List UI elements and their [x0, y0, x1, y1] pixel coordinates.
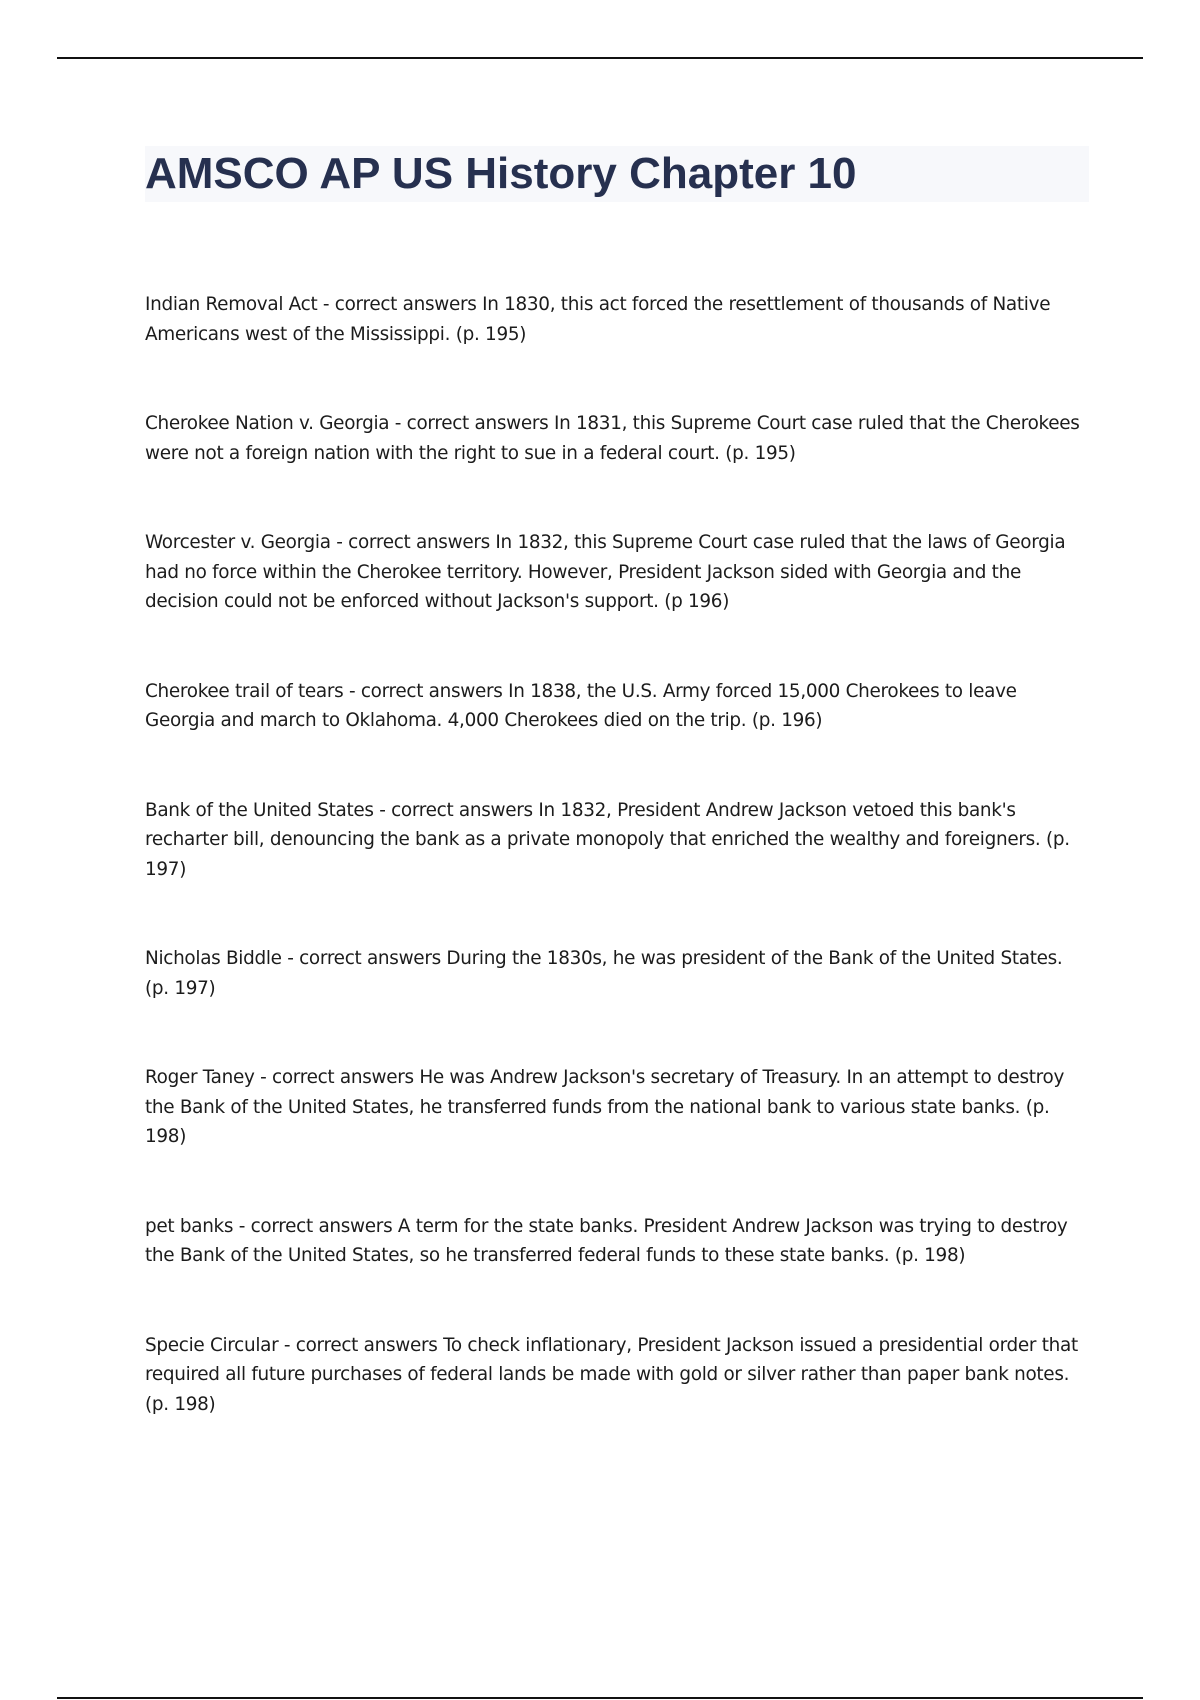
- entry-roger-taney: Roger Taney - correct answers He was Andrew Jackson's secretary of Treasury. In an attempt to destroy the Bank of the United States, he transferred funds from the national bank to various state banks. (p. 198): [145, 1067, 1065, 1147]
- entry-list: [145, 290, 1090, 1479]
- entry-bank-of-the-united-states: Bank of the United States - correct answers In 1832, President Andrew Jackson vetoed this bank's recharter bill, denouncing the bank as a private monopoly that enriched the wealthy and foreigners. (p. 197): [145, 799, 1070, 880]
- page-title: AMSCO AP US History Chapter 10: [145, 149, 857, 198]
- entry-cherokee-trail-of-tears: Cherokee trail of tears - correct answers In 1838, the U.S. Army forced 15,000 Cherokees to leave Georgia and march to Oklahoma. 4,000 Cherokees died on the trip. (p. 196): [145, 680, 1017, 731]
- entry-specie-circular: Specie Circular - correct answers To check inflationary, President Jackson issued a presidential order that required all future purchases of federal lands be made with gold or silver rather than paper bank notes. (p. 198): [145, 1334, 1078, 1415]
- entry-pet-banks: pet banks - correct answers A term for the state banks. President Andrew Jackson was trying to destroy the Bank of the United States, so he transferred federal funds to these state banks. (p. 198): [145, 1215, 1068, 1266]
- entry-worcester-v-georgia: Worcester v. Georgia - correct answers In 1832, this Supreme Court case ruled that the laws of Georgia had no force within the Cherokee territory. However, President Jackson sided with Georgia and the decision could not be enforced without Jackson's support. (p 196): [145, 532, 1066, 612]
- entry-nicholas-biddle: Nicholas Biddle - correct answers During the 1830s, he was president of the Bank of the United States. (p. 197): [145, 948, 1063, 999]
- entry-cherokee-nation-v-georgia: Cherokee Nation v. Georgia - correct answers In 1831, this Supreme Court case ruled that the Cherokees were not a foreign nation with the right to sue in a federal court. (p. 195): [145, 413, 1080, 464]
- entry-indian-removal-act: Indian Removal Act - correct answers In 1830, this act forced the resettlement of thousands of Native Americans west of the Mississippi. (p. 195): [145, 294, 1051, 345]
- bottom-divider: [57, 1697, 1143, 1699]
- top-divider: [57, 57, 1143, 59]
